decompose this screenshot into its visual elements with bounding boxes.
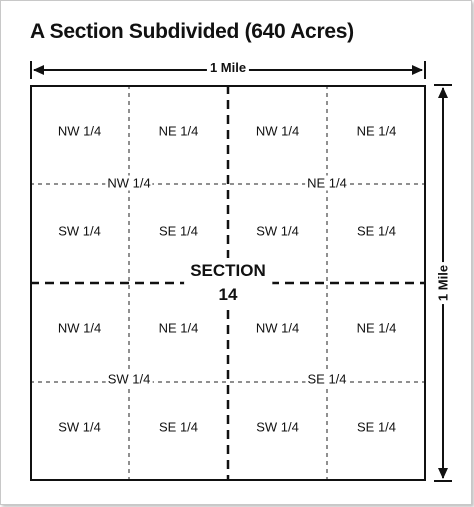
ne-quarter-ne-label: NE 1/4	[356, 123, 397, 139]
ne-quarter-nw-label: NW 1/4	[255, 123, 300, 139]
section-label-line1: SECTION	[184, 258, 272, 284]
se-quarter-ne-label: NE 1/4	[356, 320, 397, 336]
section-grid	[30, 85, 426, 481]
section-label	[184, 258, 272, 308]
sw-quarter-nw-label: NW 1/4	[57, 320, 102, 336]
se-quarter-label: SE 1/4	[307, 371, 347, 387]
height-label: 1 Mile	[436, 262, 451, 304]
sw-quarter-ne-label: NE 1/4	[158, 320, 199, 336]
se-quarter-sw-label: SW 1/4	[256, 419, 299, 435]
ne-quarter-label: NE 1/4	[307, 175, 347, 191]
sw-quarter-sw-label: SW 1/4	[58, 419, 101, 435]
ne-quarter-se-label: SE 1/4	[356, 223, 397, 239]
nw-quarter-ne-label: NE 1/4	[158, 123, 199, 139]
nw-quarter-label: NW 1/4	[107, 175, 151, 191]
width-label: 1 Mile	[207, 60, 249, 75]
height-dimension	[430, 84, 456, 482]
nw-quarter-se-label: SE 1/4	[158, 223, 199, 239]
nw-quarter-sw-label: SW 1/4	[58, 223, 101, 239]
sw-quarter-label: SW 1/4	[107, 371, 151, 387]
se-quarter-nw-label: NW 1/4	[255, 320, 300, 336]
section-number: 14	[184, 282, 272, 308]
figure-title: A Section Subdivided (640 Acres)	[30, 20, 354, 43]
width-dimension	[30, 59, 426, 81]
nw-quarter-nw-label: NW 1/4	[57, 123, 102, 139]
sw-quarter-se-label: SE 1/4	[158, 419, 199, 435]
ne-quarter-sw-label: SW 1/4	[256, 223, 299, 239]
se-quarter-se-label: SE 1/4	[356, 419, 397, 435]
